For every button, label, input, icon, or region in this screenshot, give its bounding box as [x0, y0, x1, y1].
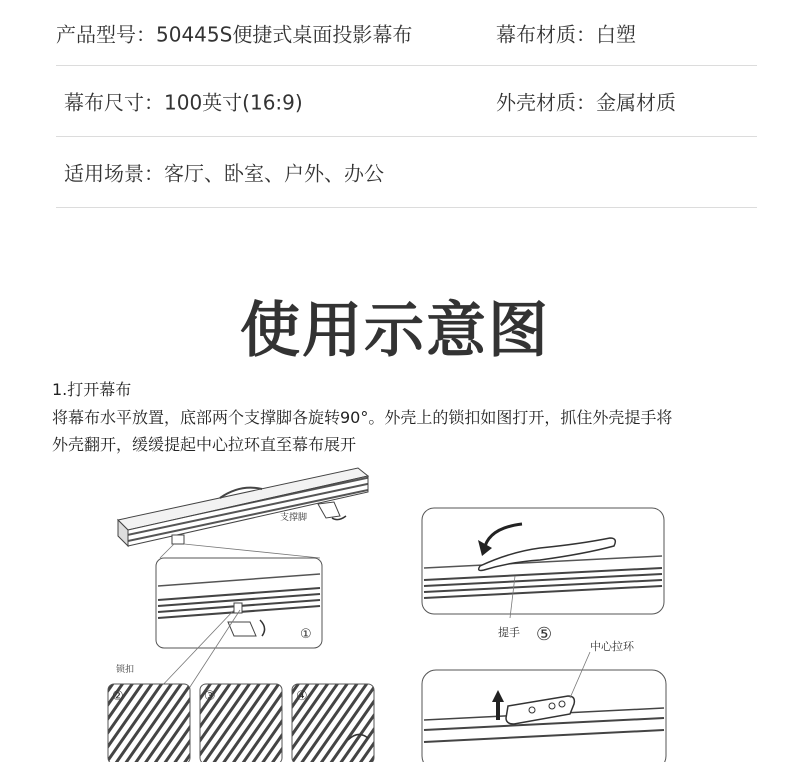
spec-screen-material: 幕布材质：白塑	[496, 22, 636, 46]
spec-row	[56, 0, 757, 66]
spec-model: 产品型号：50445S便捷式桌面投影幕布	[56, 22, 413, 46]
spec-scenes: 适用场景：客厅、卧室、户外、办公	[64, 161, 384, 186]
zoom-box-2	[108, 684, 190, 762]
label-n4: ④	[296, 689, 308, 704]
spec-row	[56, 66, 757, 137]
section-title: 使用示意图	[240, 296, 550, 366]
label-n1: ①	[300, 627, 312, 642]
label-center-ring: 中心拉环	[590, 640, 634, 653]
spec-row	[56, 137, 757, 208]
zoom-box-1	[156, 558, 322, 648]
label-lock: 锁扣	[116, 665, 135, 675]
label-support-leg: 支撑脚	[280, 513, 308, 523]
spec-shell-material: 外壳材质：金属材质	[496, 90, 676, 115]
screen-case-drawing	[118, 468, 368, 546]
label-n3: ③	[204, 689, 216, 704]
spec-table	[56, 0, 757, 208]
zoom-box-4	[292, 684, 374, 762]
step-title: 1.打开幕布	[52, 380, 132, 399]
center-ring-box	[422, 639, 666, 762]
label-n2: ②	[112, 689, 124, 704]
spec-screen-size: 幕布尺寸：100英寸(16:9)	[64, 90, 303, 115]
step-description	[52, 404, 752, 458]
label-n5: ⑤	[536, 624, 553, 645]
label-handle: 提手	[498, 626, 520, 639]
step-description-line: 将幕布水平放置，底部两个支撑脚各旋转90°。外壳上的锁扣如图打开，抓住外壳提手将	[52, 408, 673, 427]
zoom-box-3	[200, 684, 282, 762]
handle-box	[422, 508, 664, 645]
step-description-line: 外壳翻开，缓缓提起中心拉环直至幕布展开	[52, 435, 357, 454]
usage-diagram	[100, 458, 690, 762]
